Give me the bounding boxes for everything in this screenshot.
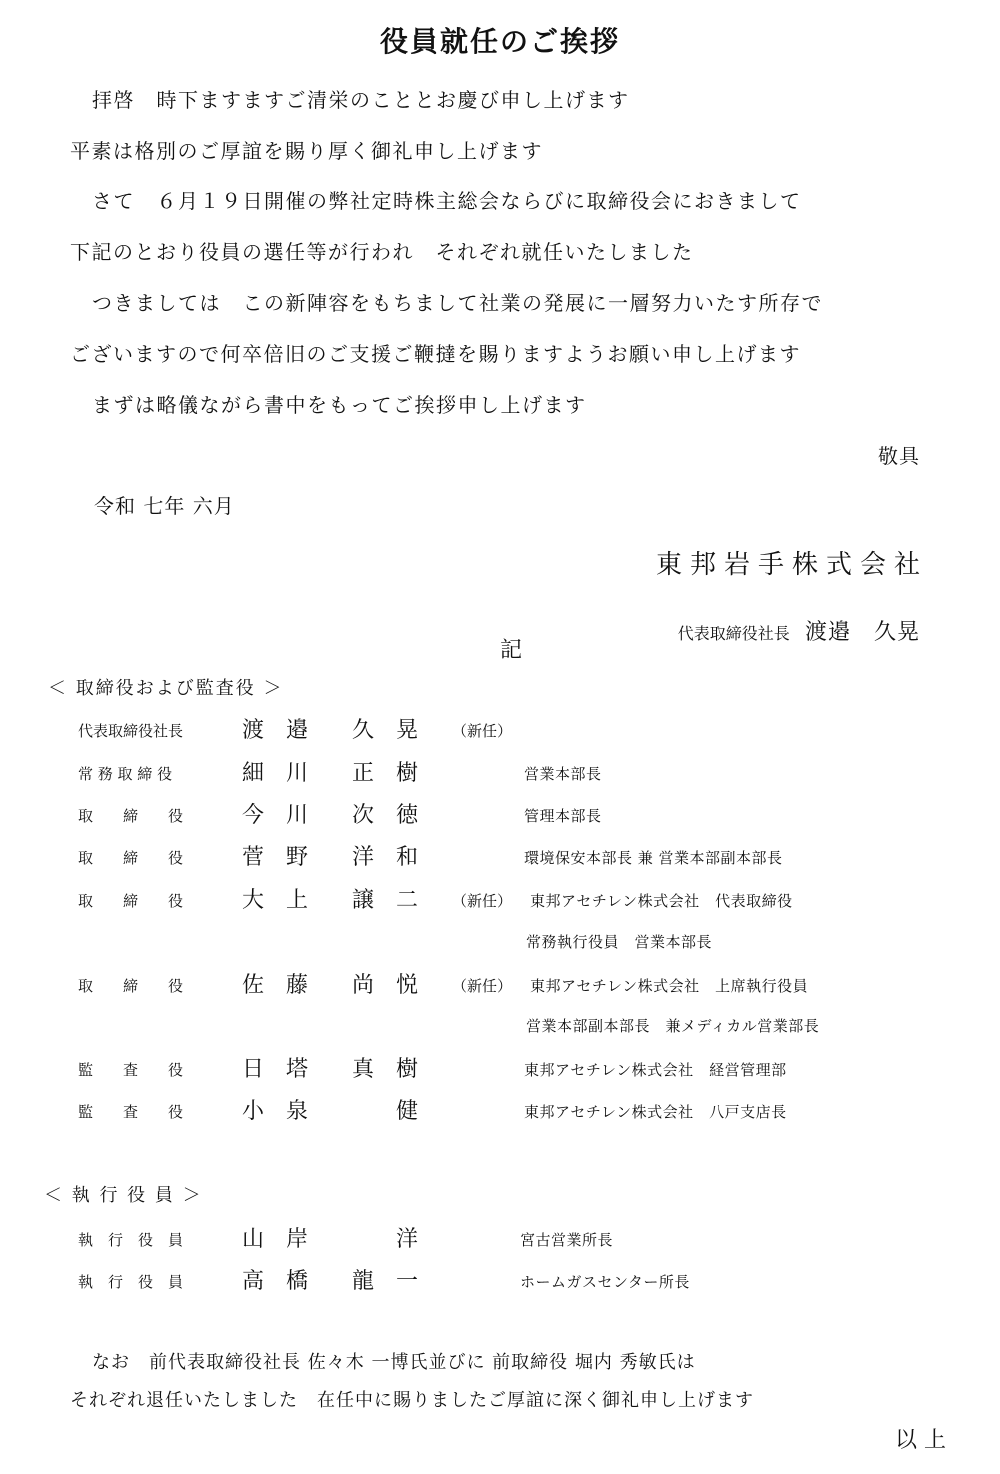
officer-surname: 高 橋 <box>242 1269 309 1294</box>
director-note: 環境保安本部長 兼 営業本部副本部長 <box>524 849 783 867</box>
director-given-name: 久 晃 <box>352 718 419 743</box>
director-note-continued: 常務執行役員 営業本部長 <box>526 933 713 951</box>
director-note: 営業本部長 <box>524 765 602 783</box>
director-given-name: 譲 二 <box>352 888 419 913</box>
greeting-line-4: 下記のとおり役員の選任等が行われ それぞれ就任いたしました <box>70 240 694 264</box>
date: 令和 七年 六月 <box>94 494 235 518</box>
greeting-line-7: まずは略儀ながら書中をもってご挨拶申し上げます <box>92 393 587 417</box>
director-surname: 大 上 <box>242 888 309 913</box>
representative-name: 渡邉 久晃 <box>804 620 920 645</box>
director-position: 常 務 取 締 役 <box>78 765 173 783</box>
director-surname: 渡 邉 <box>242 718 309 743</box>
director-position: 取 締 役 <box>78 807 184 825</box>
officer-note: 宮古営業所長 <box>520 1231 614 1249</box>
greeting-line-3: さて ６月１９日開催の弊社定時株主総会ならびに取締役会におきまして <box>92 189 802 213</box>
closing-ijou: 以 上 <box>895 1428 946 1453</box>
director-surname: 小 泉 <box>242 1099 309 1124</box>
officer-given-name: 龍 一 <box>352 1269 419 1294</box>
director-position: 取 締 役 <box>78 892 184 910</box>
ki-heading: 記 <box>500 638 523 663</box>
director-position: 監 査 役 <box>78 1061 184 1079</box>
director-surname: 今 川 <box>242 803 309 828</box>
footer-line-2: それぞれ退任いたしました 在任中に賜りましたご厚誼に深く御礼申し上げます <box>70 1390 754 1411</box>
directors-heading: ＜ 取締役および監査役 ＞ <box>48 678 284 699</box>
company-name: 東邦岩手株式会社 <box>655 550 928 580</box>
page-title: 役員就任のご挨拶 <box>379 25 620 58</box>
officer-note: ホームガスセンター所長 <box>520 1273 690 1291</box>
closing-keigu: 敬具 <box>878 444 920 468</box>
representative-title: 代表取締役社長 <box>677 624 790 643</box>
director-position: 取 締 役 <box>78 977 184 995</box>
director-surname: 佐 藤 <box>242 973 309 998</box>
officer-given-name: 洋 <box>352 1227 419 1252</box>
representative <box>668 606 920 644</box>
officer-position: 執 行 役 員 <box>78 1231 184 1249</box>
greeting-line-1: 拝啓 時下ますますご清栄のこととお慶び申し上げます <box>92 88 630 112</box>
director-new-tag: （新任） <box>452 722 513 740</box>
officer-position: 執 行 役 員 <box>78 1273 184 1291</box>
director-note: 東邦アセチレン株式会社 経営管理部 <box>524 1061 787 1079</box>
officer-surname: 山 岸 <box>242 1227 309 1252</box>
director-surname: 菅 野 <box>242 845 309 870</box>
director-given-name: 尚 悦 <box>352 973 419 998</box>
director-note: 管理本部長 <box>524 807 602 825</box>
director-given-name: 洋 和 <box>352 845 419 870</box>
director-surname: 細 川 <box>242 761 309 786</box>
footer-line-1: なお 前代表取締役社長 佐々木 一博氏並びに 前取締役 堀内 秀敏氏は <box>92 1352 696 1373</box>
director-given-name: 次 徳 <box>352 803 419 828</box>
director-given-name: 真 樹 <box>352 1057 419 1082</box>
officers-heading: ＜ 執 行 役 員 ＞ <box>44 1185 203 1206</box>
director-new-tag: （新任） <box>452 977 513 995</box>
greeting-line-2: 平素は格別のご厚誼を賜り厚く御礼申し上げます <box>70 139 543 163</box>
director-note: 東邦アセチレン株式会社 八戸支店長 <box>524 1103 787 1121</box>
director-surname: 日 塔 <box>242 1057 309 1082</box>
director-given-name: 健 <box>352 1099 419 1124</box>
director-given-name: 正 樹 <box>352 761 419 786</box>
director-position: 取 締 役 <box>78 849 184 867</box>
greeting-line-6: ございますので何卒倍旧のご支援ご鞭撻を賜りますようお願い申し上げます <box>70 342 801 366</box>
director-new-tag: （新任） <box>452 892 513 910</box>
director-note: 東邦アセチレン株式会社 上席執行役員 <box>530 977 809 995</box>
director-position: 代表取締役社長 <box>78 722 184 740</box>
director-note: 東邦アセチレン株式会社 代表取締役 <box>530 892 793 910</box>
director-position: 監 査 役 <box>78 1103 184 1121</box>
greeting-line-5: つきましては この新陣容をもちまして社業の発展に一層努力いたす所存で <box>92 291 823 315</box>
director-note-continued: 営業本部副本部長 兼メディカル営業部長 <box>526 1017 820 1035</box>
